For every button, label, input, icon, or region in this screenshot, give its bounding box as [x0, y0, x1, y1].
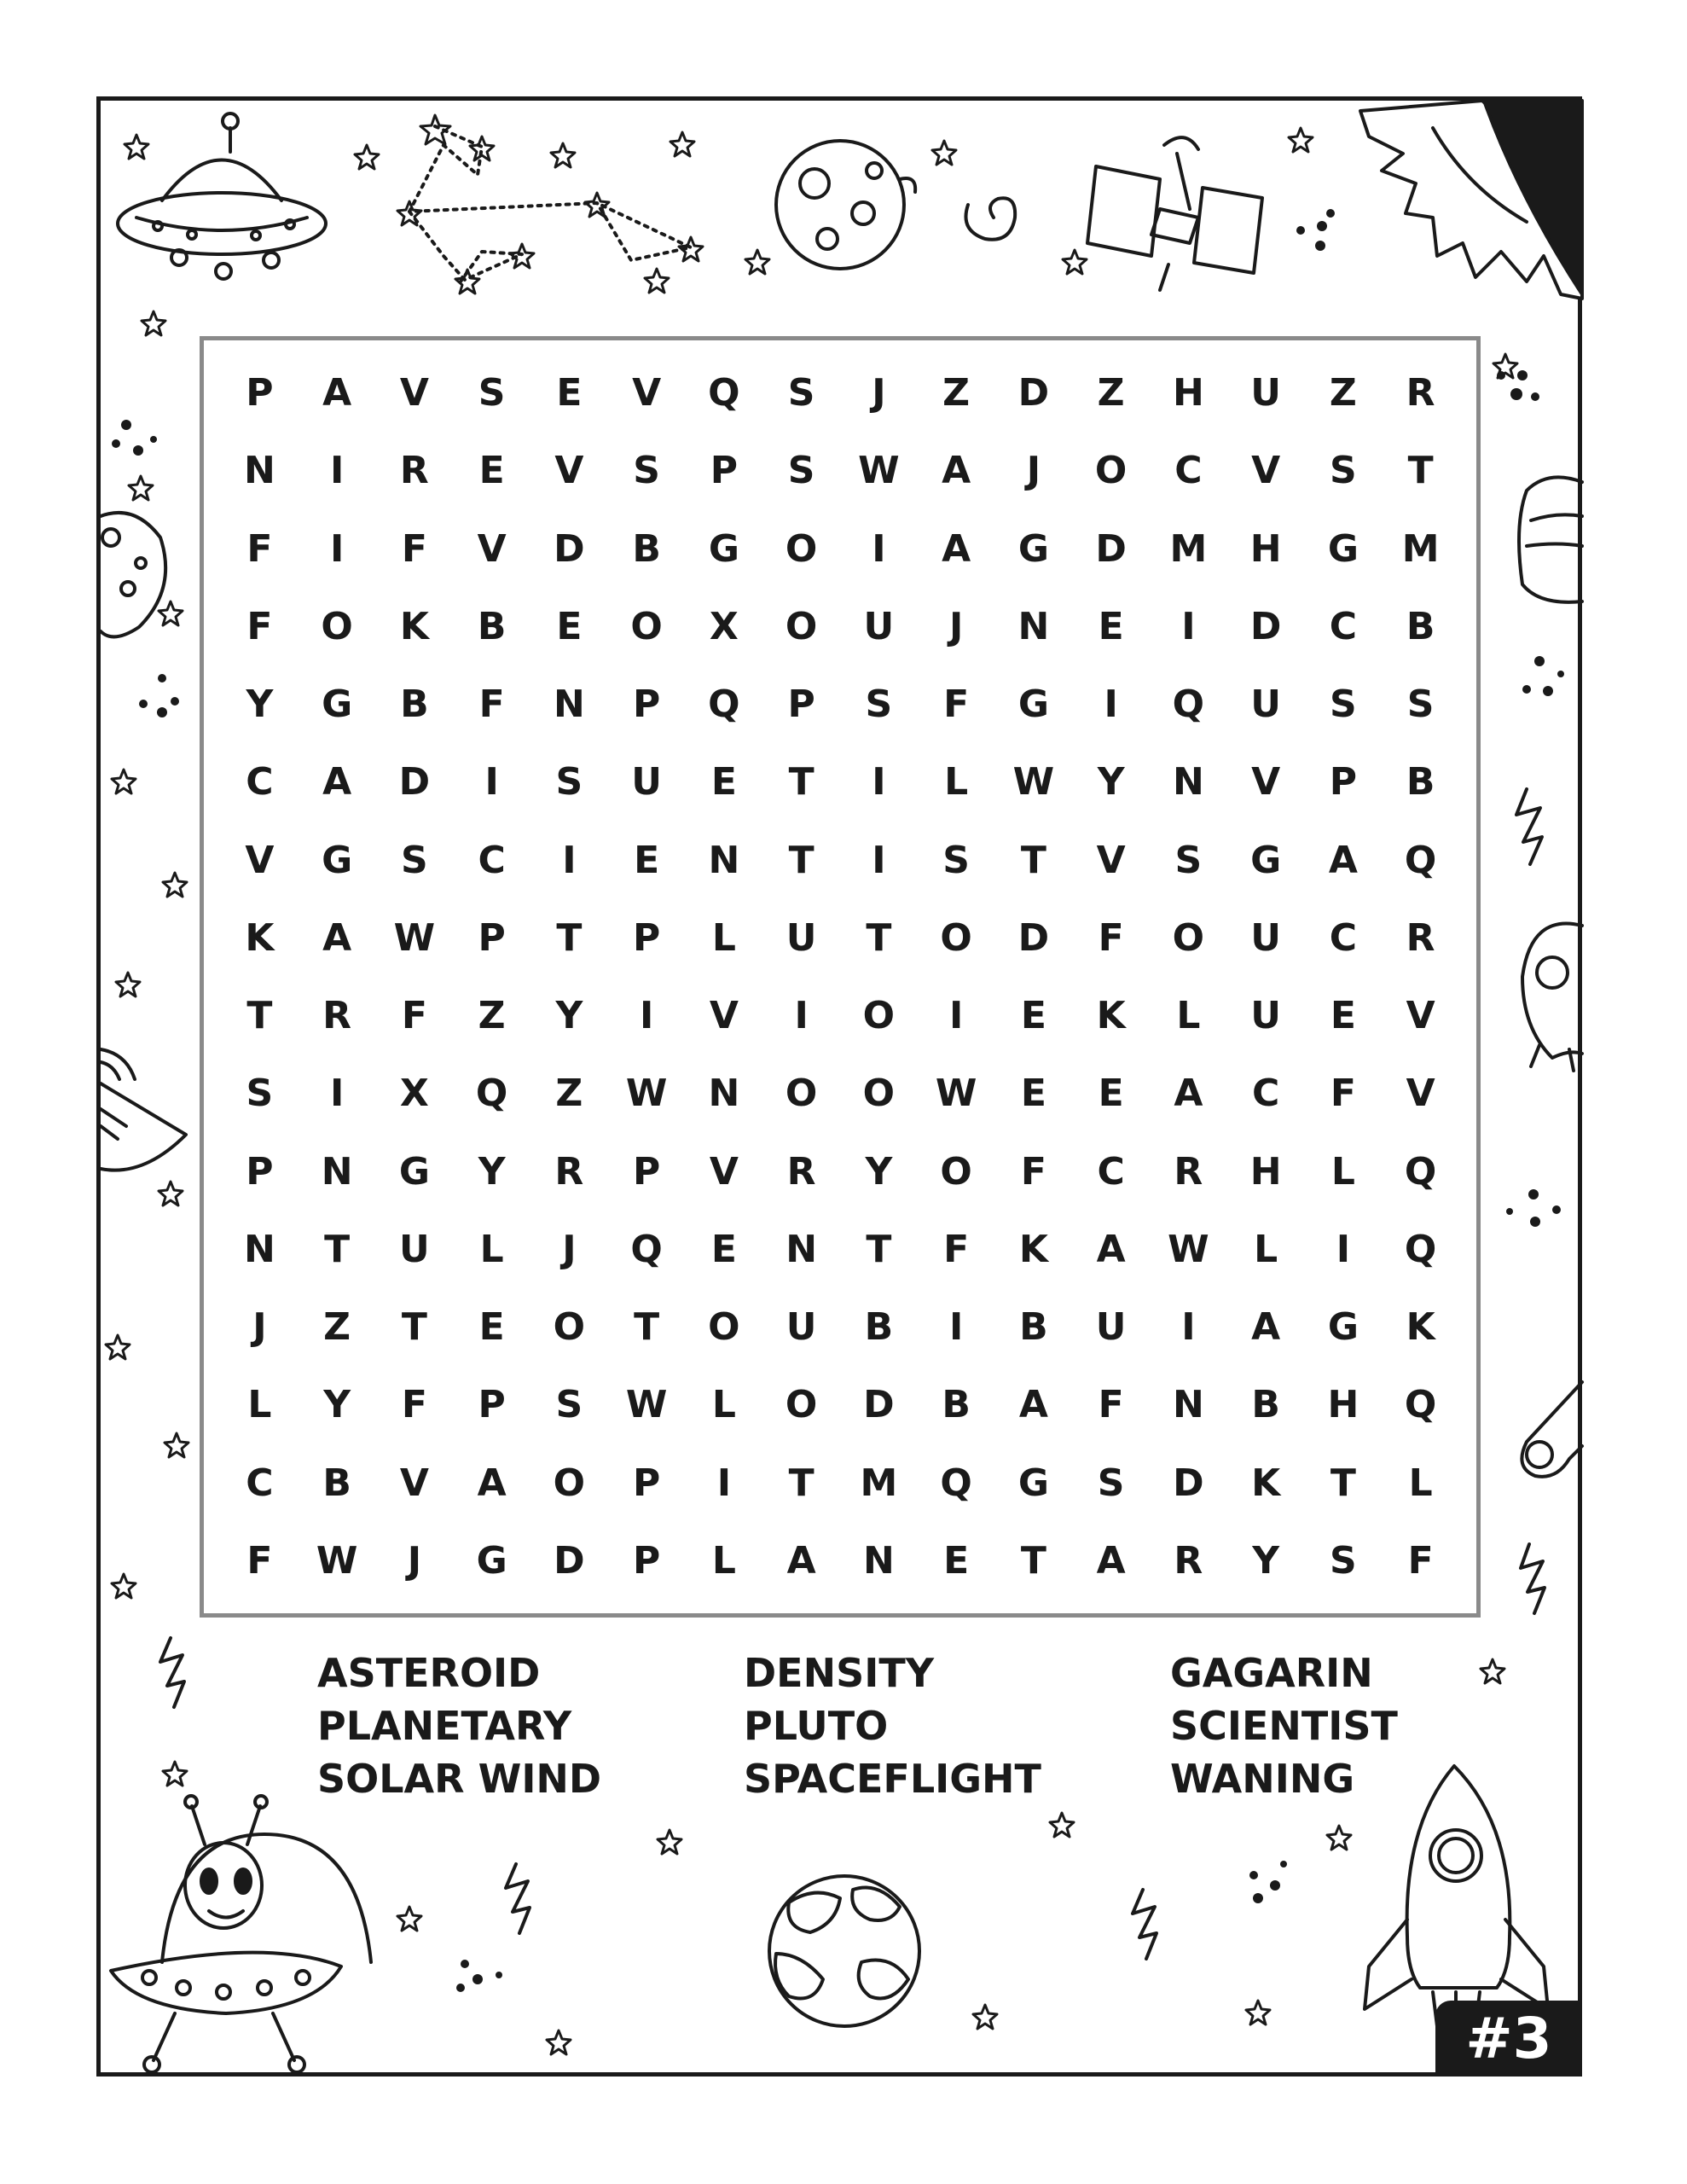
grid-cell[interactable]: C — [1174, 449, 1203, 493]
grid-cell[interactable]: S — [942, 838, 970, 882]
grid-cell[interactable]: W — [625, 1072, 668, 1116]
grid-cell[interactable]: P — [246, 371, 274, 415]
alien-ufo-icon — [111, 1796, 371, 2072]
grid-cell[interactable]: L — [711, 1383, 736, 1427]
grid-cell[interactable]: W — [858, 449, 900, 493]
grid-cell[interactable]: P — [633, 1149, 661, 1194]
grid-cell[interactable]: R — [1174, 1538, 1203, 1583]
grid-cell[interactable]: E — [556, 604, 583, 648]
grid-cell[interactable]: E — [710, 1227, 737, 1271]
grid-cell[interactable]: F — [1020, 1149, 1046, 1194]
grid-cell[interactable]: V — [399, 1461, 429, 1505]
grid-cell[interactable]: A — [1328, 838, 1358, 882]
grid-cell[interactable]: P — [787, 682, 815, 727]
grid-cell[interactable]: J — [407, 1538, 422, 1583]
grid-cell[interactable]: S — [1097, 1461, 1125, 1505]
grid-cell[interactable]: W — [316, 1538, 358, 1583]
grid-cell[interactable]: V — [1406, 1072, 1435, 1116]
asteroid-icon — [101, 513, 165, 637]
grid-cell[interactable]: D — [863, 1383, 895, 1427]
grid-cell[interactable]: A — [786, 1538, 816, 1583]
grid-cell[interactable]: E — [710, 760, 737, 804]
grid-cell[interactable]: E — [1098, 604, 1124, 648]
grid-cell[interactable]: P — [633, 915, 661, 960]
grid-cell[interactable]: S — [555, 1383, 583, 1427]
constellation-icon — [409, 126, 691, 282]
grid-cell[interactable]: I — [716, 1461, 732, 1505]
grid-cell[interactable]: N — [243, 1227, 275, 1271]
grid-cell[interactable]: H — [1249, 526, 1282, 571]
grid-cell[interactable]: K — [245, 915, 275, 960]
grid-cell[interactable]: V — [554, 449, 584, 493]
grid-cell[interactable]: H — [1249, 1149, 1282, 1194]
grid-cell[interactable]: V — [1251, 760, 1281, 804]
grid-cell[interactable]: Q — [1404, 838, 1437, 882]
grid-cell[interactable]: A — [1251, 1305, 1281, 1350]
grid-cell[interactable]: G — [398, 1149, 430, 1194]
grid-cell[interactable]: F — [478, 682, 505, 727]
word-list-item: SOLAR WIND — [317, 1756, 602, 1802]
grid-cell[interactable]: L — [247, 1383, 272, 1427]
grid-cell[interactable]: Z — [478, 994, 506, 1038]
grid-cell[interactable]: Z — [323, 1305, 351, 1350]
grid-cell[interactable]: K — [1018, 1227, 1048, 1271]
grid-cell[interactable]: K — [1406, 1305, 1435, 1350]
grid-cell[interactable]: W — [935, 1072, 977, 1116]
grid-cell[interactable]: L — [1176, 994, 1201, 1038]
grid-cell[interactable]: Z — [1097, 371, 1125, 415]
grid-cell[interactable]: Q — [1404, 1383, 1437, 1427]
grid-cell[interactable]: L — [711, 915, 736, 960]
grid-cell[interactable]: A — [322, 760, 352, 804]
earth-icon — [769, 1876, 919, 2026]
grid-cell[interactable]: E — [1098, 1072, 1124, 1116]
grid-cell[interactable]: C — [1251, 1072, 1280, 1116]
grid-cell[interactable]: G — [322, 838, 353, 882]
grid-cell[interactable]: H — [1172, 371, 1204, 415]
grid-cell[interactable]: R — [1174, 1149, 1203, 1194]
grid-cell[interactable]: O — [862, 1072, 896, 1116]
grid-cell[interactable]: T — [788, 760, 815, 804]
grid-cell[interactable]: O — [553, 1305, 586, 1350]
grid-cell[interactable]: T — [1020, 838, 1046, 882]
grid-cell[interactable]: T — [1407, 449, 1434, 493]
grid-cell[interactable]: O — [862, 994, 896, 1038]
grid-cell[interactable]: O — [785, 1072, 818, 1116]
grid-cell[interactable]: W — [1168, 1227, 1209, 1271]
grid-cell[interactable]: C — [246, 760, 274, 804]
grid-cell[interactable]: I — [1181, 604, 1196, 648]
grid-cell[interactable]: Q — [940, 1461, 972, 1505]
grid-cell[interactable]: U — [863, 604, 895, 648]
capsule-icon — [1519, 477, 1582, 601]
grid-cell[interactable]: V — [709, 1149, 739, 1194]
grid-cell[interactable]: S — [401, 838, 428, 882]
grid-cell[interactable]: N — [708, 1072, 740, 1116]
grid-cell[interactable]: B — [400, 682, 429, 727]
grid-cell[interactable]: O — [630, 604, 663, 648]
grid-cell[interactable]: E — [478, 1305, 505, 1350]
grid-cell[interactable]: I — [484, 760, 499, 804]
grid-cell[interactable]: Q — [475, 1072, 508, 1116]
grid-cell[interactable]: I — [329, 1072, 345, 1116]
grid-cell[interactable]: Q — [1404, 1227, 1437, 1271]
grid-cell[interactable]: B — [477, 604, 507, 648]
grid-cell[interactable]: I — [562, 838, 577, 882]
grid-cell[interactable]: Q — [708, 682, 740, 727]
grid-cell[interactable]: B — [632, 526, 661, 571]
grid-cell[interactable]: V — [477, 526, 507, 571]
word-list-item: SCIENTIST — [1170, 1703, 1398, 1749]
probe-icon — [1522, 1382, 1582, 1477]
grid-cell[interactable]: U — [399, 1227, 430, 1271]
grid-cell[interactable]: X — [709, 604, 739, 648]
grid-cell[interactable]: R — [1406, 915, 1435, 960]
grid-cell[interactable]: S — [246, 1072, 274, 1116]
grid-cell[interactable]: P — [710, 449, 738, 493]
grid-cell[interactable]: T — [556, 915, 583, 960]
grid-cell[interactable]: N — [786, 1227, 818, 1271]
grid-cell[interactable]: I — [1336, 1227, 1351, 1271]
grid-cell[interactable]: K — [399, 604, 429, 648]
grid-cell[interactable]: R — [399, 449, 429, 493]
grid-cell[interactable]: G — [1017, 526, 1049, 571]
grid-cell[interactable]: O — [321, 604, 353, 648]
grid-cell[interactable]: J — [872, 371, 886, 415]
grid-cell[interactable]: F — [1098, 1383, 1124, 1427]
grid-cell[interactable]: H — [1327, 1383, 1359, 1427]
grid-cell[interactable]: L — [1408, 1461, 1433, 1505]
grid-cell[interactable]: A — [322, 371, 352, 415]
grid-cell[interactable]: V — [1251, 449, 1281, 493]
grid-cell[interactable]: N — [1172, 760, 1204, 804]
grid-cell[interactable]: O — [785, 1383, 818, 1427]
grid-cell[interactable]: X — [399, 1072, 429, 1116]
word-list-item: PLANETARY — [317, 1703, 572, 1749]
grid-cell[interactable]: J — [948, 604, 964, 648]
grid-cell[interactable]: G — [476, 1538, 507, 1583]
grid-cell[interactable]: F — [401, 994, 427, 1038]
grid-cell[interactable]: A — [1096, 1538, 1126, 1583]
grid-cell[interactable]: D — [398, 760, 431, 804]
grid-cell[interactable]: P — [633, 1461, 661, 1505]
grid-cell[interactable]: E — [634, 838, 660, 882]
grid-cell[interactable]: T — [788, 838, 815, 882]
grid-cell[interactable]: C — [478, 838, 506, 882]
grid-cell[interactable]: A — [477, 1461, 507, 1505]
satellite-icon — [1087, 137, 1262, 290]
grid-cell[interactable]: L — [1330, 1149, 1355, 1194]
grid-cell[interactable]: T — [788, 1461, 815, 1505]
grid-cell[interactable]: L — [479, 1227, 504, 1271]
grid-cell[interactable]: F — [1407, 1538, 1434, 1583]
grid-cell[interactable]: M — [860, 1461, 898, 1505]
word-list-item: ASTEROID — [317, 1650, 541, 1696]
grid-cell[interactable]: D — [554, 526, 585, 571]
grid-cell[interactable]: I — [948, 994, 964, 1038]
grid-cell[interactable]: S — [865, 682, 893, 727]
grid-cell[interactable]: E — [1330, 994, 1356, 1038]
grid-cell[interactable]: R — [1406, 371, 1435, 415]
grid-cell[interactable]: T — [246, 994, 273, 1038]
grid-cell[interactable]: T — [866, 1227, 892, 1271]
grid-cell[interactable]: Y — [1097, 760, 1125, 804]
grid-cell[interactable]: S — [1330, 1538, 1357, 1583]
grid-cell[interactable]: I — [872, 760, 886, 804]
grid-cell[interactable]: D — [1249, 604, 1282, 648]
grid-cell[interactable]: A — [322, 915, 352, 960]
grid-cell[interactable]: D — [554, 1538, 585, 1583]
grid-cell[interactable]: D — [1173, 1461, 1204, 1505]
grid-cell[interactable]: P — [633, 682, 661, 727]
grid-cell[interactable]: I — [1181, 1305, 1196, 1350]
grid-cell[interactable]: I — [872, 838, 886, 882]
grid-cell[interactable]: I — [872, 526, 886, 571]
grid-cell[interactable]: F — [1098, 915, 1124, 960]
grid-cell[interactable]: F — [401, 1383, 427, 1427]
grid-cell[interactable]: N — [1017, 604, 1050, 648]
grid-cell[interactable]: A — [1096, 1227, 1126, 1271]
grid-cell[interactable]: D — [1095, 526, 1127, 571]
grid-cell[interactable]: Y — [478, 1149, 506, 1194]
grid-cell[interactable]: S — [555, 760, 583, 804]
grid-cell[interactable]: W — [393, 915, 436, 960]
grid-cell[interactable]: C — [246, 1461, 274, 1505]
grid-cell[interactable]: G — [1250, 838, 1282, 882]
grid-cell[interactable]: U — [1250, 994, 1281, 1038]
grid-cell[interactable]: Z — [1329, 371, 1357, 415]
grid-cell[interactable]: G — [1017, 682, 1049, 727]
grid-cell[interactable]: I — [948, 1305, 964, 1350]
grid-cell[interactable]: L — [944, 760, 969, 804]
grid-cell[interactable]: P — [1329, 760, 1357, 804]
grid-cell[interactable]: E — [1020, 1072, 1046, 1116]
ufo-icon — [118, 113, 326, 279]
grid-cell[interactable]: F — [401, 526, 427, 571]
grid-cell[interactable]: B — [1019, 1305, 1048, 1350]
grid-cell[interactable]: I — [329, 449, 345, 493]
grid-cell[interactable]: B — [1406, 760, 1435, 804]
word-list-item: GAGARIN — [1170, 1650, 1373, 1696]
grid-cell[interactable]: D — [1017, 371, 1050, 415]
word-search-grid — [200, 336, 1481, 1618]
grid-cell[interactable]: C — [1329, 915, 1358, 960]
grid-cell[interactable]: Q — [708, 371, 740, 415]
grid-cell[interactable]: T — [1330, 1461, 1356, 1505]
grid-cell[interactable]: M — [1169, 526, 1208, 571]
grid-cell[interactable]: U — [631, 760, 662, 804]
grid-cell[interactable]: J — [1026, 449, 1041, 493]
grid-cell[interactable]: O — [940, 1149, 972, 1194]
grid-cell[interactable]: Y — [246, 682, 274, 727]
grid-cell[interactable]: S — [1406, 682, 1435, 727]
grid-cell[interactable]: Y — [323, 1383, 351, 1427]
grid-cell[interactable]: K — [1096, 994, 1126, 1038]
grid-cell[interactable]: V — [709, 994, 739, 1038]
grid-cell[interactable]: Q — [630, 1227, 663, 1271]
grid-cell[interactable]: T — [401, 1305, 427, 1350]
grid-cell[interactable]: B — [1251, 1383, 1280, 1427]
grid-cell[interactable]: B — [942, 1383, 971, 1427]
grid-cell[interactable]: F — [943, 682, 970, 727]
grid-cell[interactable]: E — [1020, 994, 1046, 1038]
grid-cell[interactable]: N — [553, 682, 585, 727]
grid-cell[interactable]: I — [639, 994, 654, 1038]
grid-cell[interactable]: O — [708, 1305, 740, 1350]
grid-cell[interactable]: G — [1327, 1305, 1359, 1350]
grid-cell[interactable]: G — [1017, 1461, 1049, 1505]
grid-cell[interactable]: T — [866, 915, 892, 960]
grid-cell[interactable]: K — [1251, 1461, 1281, 1505]
grid-cell[interactable]: E — [556, 371, 583, 415]
grid-cell[interactable]: G — [322, 682, 353, 727]
grid-cell[interactable]: I — [794, 994, 809, 1038]
grid-cell[interactable]: V — [399, 371, 429, 415]
grid-cell[interactable]: P — [478, 915, 506, 960]
grid-cell[interactable]: Q — [1404, 1149, 1437, 1194]
grid-cell[interactable]: A — [1018, 1383, 1048, 1427]
grid-cell[interactable]: P — [633, 1538, 661, 1583]
spiral-icon — [966, 198, 1016, 239]
grid-cell[interactable]: V — [1406, 994, 1435, 1038]
grid-cell[interactable]: U — [1250, 915, 1281, 960]
grid-cell[interactable]: I — [1104, 682, 1118, 727]
grid-cell[interactable]: E — [478, 449, 505, 493]
grid-cell[interactable]: O — [553, 1461, 586, 1505]
grid-cell[interactable]: N — [862, 1538, 895, 1583]
grid-cell[interactable]: U — [1095, 1305, 1127, 1350]
grid-cell[interactable]: J — [252, 1305, 267, 1350]
grid-cell[interactable]: N — [708, 838, 740, 882]
grid-cell[interactable]: J — [562, 1227, 577, 1271]
grid-cell[interactable]: T — [324, 1227, 351, 1271]
grid-cell[interactable]: S — [478, 371, 506, 415]
grid-cell[interactable]: U — [1250, 682, 1281, 727]
grid-cell[interactable]: N — [243, 449, 275, 493]
grid-cell[interactable]: V — [1096, 838, 1126, 882]
grid-cell[interactable]: F — [1330, 1072, 1356, 1116]
grid-cell[interactable]: P — [246, 1149, 274, 1194]
grid-cell[interactable]: Y — [865, 1149, 893, 1194]
grid-cell[interactable]: B — [864, 1305, 894, 1350]
sun-icon — [1360, 101, 1582, 299]
grid-cell[interactable]: V — [245, 838, 275, 882]
grid-cell[interactable]: T — [1020, 1538, 1046, 1583]
grid-cell[interactable]: Y — [555, 994, 583, 1038]
grid-cell[interactable]: O — [785, 604, 818, 648]
grid-cell[interactable]: B — [1406, 604, 1435, 648]
grid-cell[interactable]: C — [1097, 1149, 1125, 1194]
grid-cell[interactable]: N — [321, 1149, 353, 1194]
grid-cell[interactable]: O — [1172, 915, 1205, 960]
letter-grid — [204, 340, 1476, 1613]
grid-cell[interactable]: W — [1012, 760, 1055, 804]
page-number-badge: #3 — [1435, 2001, 1582, 2077]
grid-cell[interactable]: A — [942, 526, 971, 571]
grid-cell[interactable]: A — [1174, 1072, 1203, 1116]
grid-cell[interactable]: S — [787, 449, 815, 493]
grid-cell[interactable]: D — [1017, 915, 1050, 960]
grid-cell[interactable]: S — [787, 371, 815, 415]
grid-cell[interactable]: U — [786, 915, 817, 960]
grid-cell[interactable]: O — [785, 526, 818, 571]
grid-cell[interactable]: F — [246, 604, 273, 648]
grid-cell[interactable]: A — [942, 449, 971, 493]
grid-cell[interactable]: Q — [1172, 682, 1205, 727]
grid-cell[interactable]: Z — [555, 1072, 583, 1116]
grid-cell[interactable]: S — [633, 449, 660, 493]
grid-cell[interactable]: N — [1172, 1383, 1204, 1427]
word-list-item: SPACEFLIGHT — [744, 1756, 1041, 1802]
moon-icon — [776, 141, 915, 269]
grid-cell[interactable]: Y — [1252, 1538, 1280, 1583]
grid-cell[interactable]: M — [1401, 526, 1440, 571]
grid-cell[interactable]: W — [625, 1383, 668, 1427]
grid-cell[interactable]: U — [1250, 371, 1281, 415]
grid-cell[interactable]: E — [943, 1538, 970, 1583]
grid-cell[interactable]: P — [478, 1383, 506, 1427]
grid-cell[interactable]: F — [943, 1227, 970, 1271]
grid-cell[interactable]: C — [1329, 604, 1358, 648]
grid-cell[interactable]: G — [1327, 526, 1359, 571]
rocket-small-icon — [1522, 924, 1582, 1072]
grid-cell[interactable]: S — [1174, 838, 1203, 882]
grid-cell[interactable]: L — [1254, 1227, 1278, 1271]
grid-cell[interactable]: S — [1330, 449, 1357, 493]
grid-cell[interactable]: F — [246, 526, 273, 571]
grid-cell[interactable]: G — [708, 526, 739, 571]
grid-cell[interactable]: L — [711, 1538, 736, 1583]
word-list-item: PLUTO — [744, 1703, 889, 1749]
grid-cell[interactable]: U — [786, 1305, 817, 1350]
grid-cell[interactable]: F — [246, 1538, 273, 1583]
grid-cell[interactable]: R — [786, 1149, 816, 1194]
grid-cell[interactable]: O — [940, 915, 972, 960]
grid-cell[interactable]: R — [322, 994, 352, 1038]
grid-cell[interactable]: B — [322, 1461, 351, 1505]
grid-cell[interactable]: T — [634, 1305, 660, 1350]
word-list-item: DENSITY — [744, 1650, 935, 1696]
word-list — [317, 1647, 1426, 1817]
grid-cell[interactable]: I — [329, 526, 345, 571]
satellite-dish-icon — [101, 1049, 186, 1170]
grid-cell[interactable]: R — [554, 1149, 584, 1194]
grid-cell[interactable]: Z — [942, 371, 971, 415]
grid-cell[interactable]: V — [632, 371, 662, 415]
grid-cell[interactable]: O — [1094, 449, 1128, 493]
word-list-item: WANING — [1170, 1756, 1355, 1802]
grid-cell[interactable]: S — [1330, 682, 1357, 727]
